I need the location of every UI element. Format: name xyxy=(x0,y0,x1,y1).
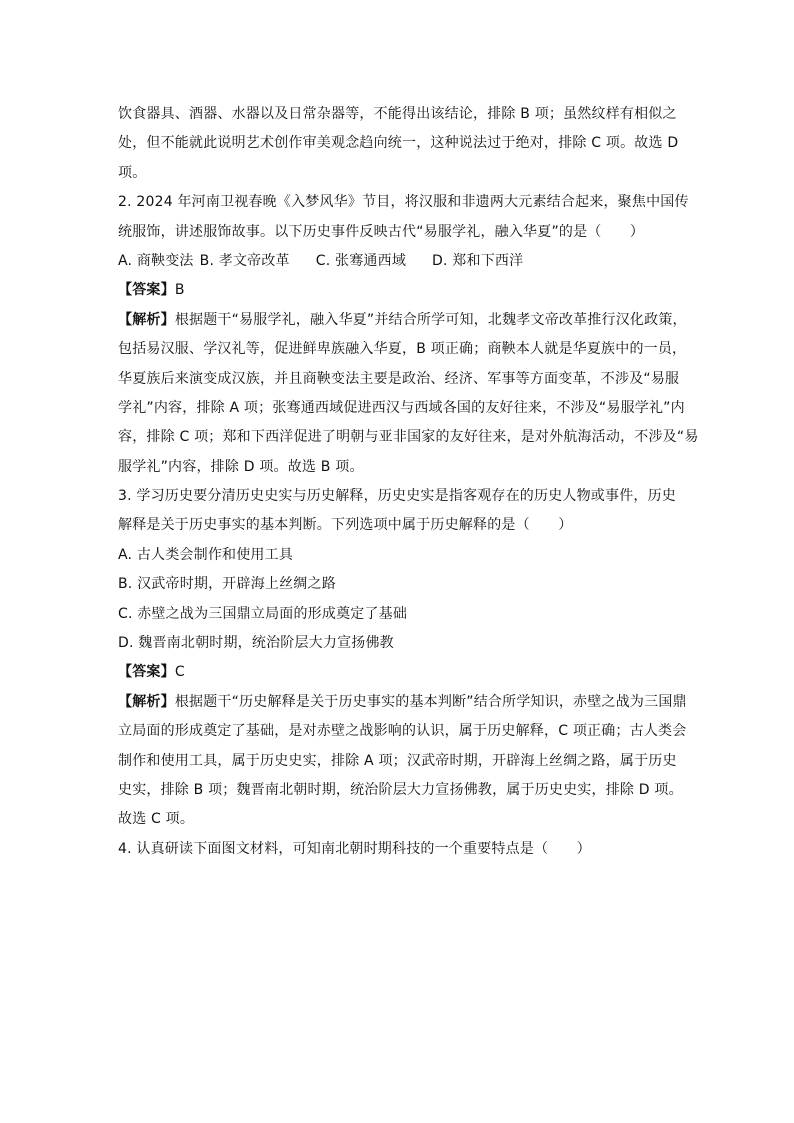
analysis-line xyxy=(118,688,687,717)
analysis-line: 容，排除 C 项；郑和下西洋促进了明朝与亚非国家的友好往来，是对外航海活动，不涉及“易 xyxy=(118,429,699,446)
option-c: C. 赤壁之战为三国鼎立局面的形成奠定了基础 xyxy=(118,605,408,622)
option-row xyxy=(118,247,678,276)
analysis-line: 立局面的形成奠定了基础，是对赤壁之战影响的认识，属于历史解释，C 项正确；古人类会 xyxy=(118,723,687,740)
answer-value: B xyxy=(174,282,185,299)
option-d: D. 魏晋南北朝时期，统治阶层大力宣扬佛教 xyxy=(118,635,394,652)
question-stem: 统服饰，讲述服饰故事。以下历史事件反映古代“易服学礼，融入华夏”的是（ ） xyxy=(118,223,645,240)
option-c: C. 张骞通西域 xyxy=(315,252,407,269)
analysis-label: 【解析】 xyxy=(118,311,175,328)
answer-value: C xyxy=(174,664,185,681)
analysis-line: 学礼”内容，排除 A 项；张骞通西域促进西汉与西域各国的友好往来，不涉及“易服学礼”内 xyxy=(118,399,685,416)
option-d: D. 郑和下西洋 xyxy=(432,252,524,269)
question-stem: 解释是关于历史事实的基本判断。下列选项中属于历史解释的是（ ） xyxy=(118,517,573,534)
option-b: B. 孝文帝改革 xyxy=(199,252,290,269)
analysis-line: 服学礼”内容，排除 D 项。故选 B 项。 xyxy=(118,458,364,475)
answer-label: 【答案】 xyxy=(118,282,175,299)
analysis-line: 史实，排除 B 项；魏晋南北朝时期，统治阶层大力宣扬佛教，属于历史史实，排除 D 项。 xyxy=(118,781,683,798)
option-a: A. 商鞅变法 xyxy=(118,252,194,269)
document-body xyxy=(118,100,699,864)
analysis-label: 【解析】 xyxy=(118,693,175,710)
analysis-line: 制作和使用工具，属于历史史实，排除 A 项；汉武帝时期，开辟海上丝绸之路，属于历史 xyxy=(118,752,677,769)
analysis-line xyxy=(118,306,687,335)
question-stem: 2. 2024 年河南卫视春晚《入梦风华》节目，将汉服和非遗两大元素结合起来，聚焦中国传 xyxy=(118,194,689,211)
option-a: A. 古人类会制作和使用工具 xyxy=(118,546,294,563)
analysis-line: 华夏族后来演变成汉族，并且商鞅变法主要是政治、经济、军事等方面变革，不涉及“易服 xyxy=(118,370,680,387)
question-stem: 4. 认真研读下面图文材料，可知南北朝时期科技的一个重要特点是（ ） xyxy=(118,840,591,857)
answer-line xyxy=(118,658,678,687)
analysis-text: 根据题干“易服学礼，融入华夏”并结合所学可知，北魏孝文帝改革推行汉化政策， xyxy=(174,311,687,328)
analysis-line: 故选 C 项。 xyxy=(118,811,195,828)
option-b: B. 汉武帝时期，开辟海上丝绸之路 xyxy=(118,576,336,593)
text-line: 饮食器具、酒器、水器以及日常杂器等，不能得出该结论，排除 B 项；虽然纹样有相似之 xyxy=(118,106,677,122)
answer-line xyxy=(118,276,678,305)
question-stem: 3. 学习历史要分清历史史实与历史解释，历史史实是指客观存在的历史人物或事件，历史 xyxy=(118,488,677,505)
text-line: 处，但不能就此说明艺术创作审美观念趋向统一，这种说法过于绝对，排除 C 项。故选 D xyxy=(118,135,679,152)
analysis-text: 根据题干“历史解释是关于历史事实的基本判断”结合所学知识，赤壁之战为三国鼎 xyxy=(174,693,687,710)
answer-label: 【答案】 xyxy=(118,664,175,681)
text-line: 项。 xyxy=(118,164,147,181)
analysis-line: 包括易汉服、学汉礼等，促进鲜卑族融入华夏，B 项正确；商鞅本人就是华夏族中的一员， xyxy=(118,341,687,358)
